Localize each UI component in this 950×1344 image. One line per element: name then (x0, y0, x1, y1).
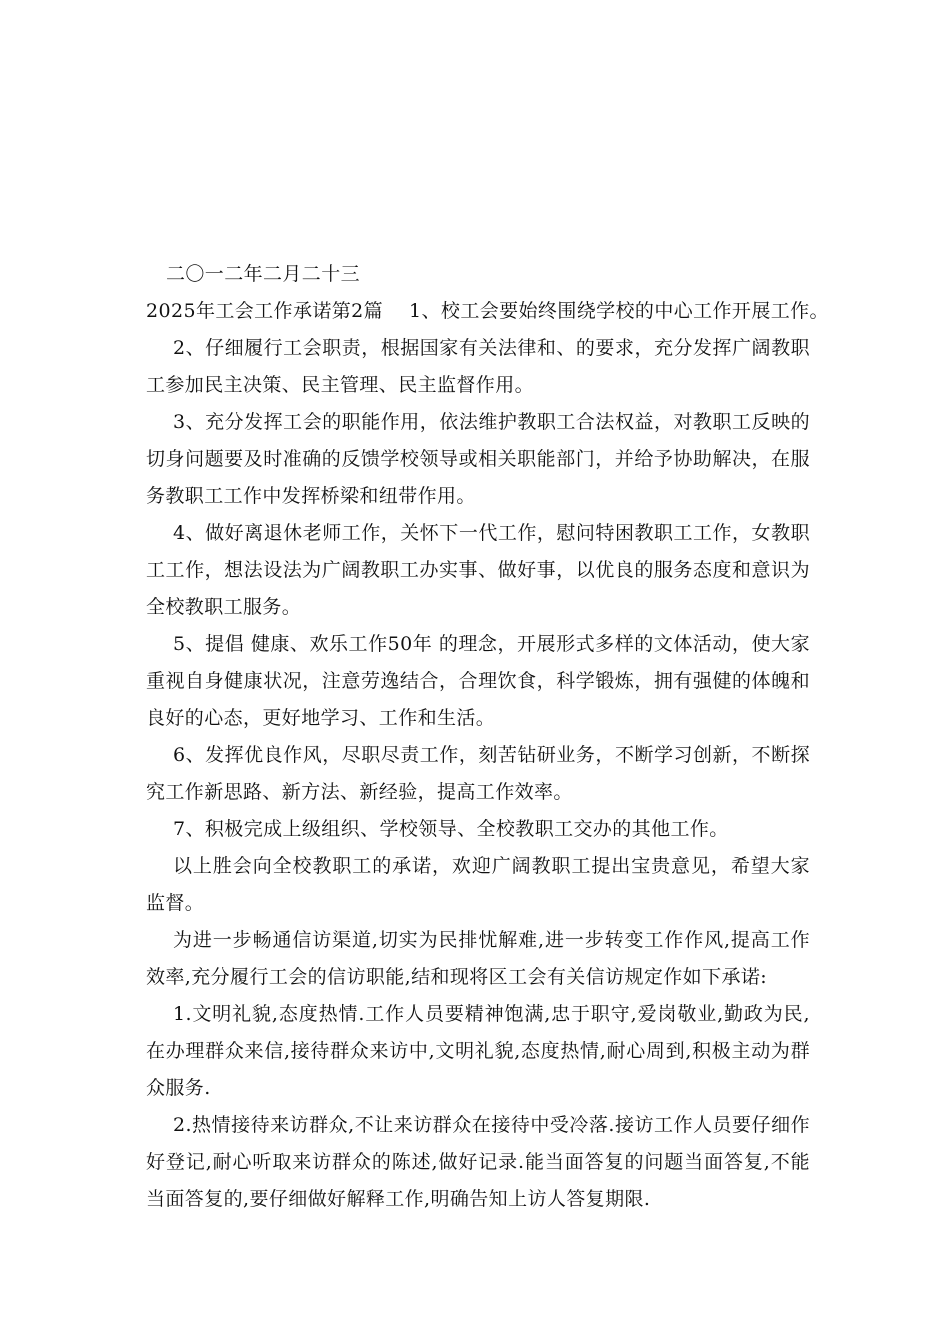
paragraph-closing: 以上胜会向全校教职工的承诺，欢迎广阔教职工提出宝贵意见，希望大家监督。 (146, 855, 810, 914)
paragraph-rule-1: 1.文明礼貌,态度热情.工作人员要精神饱满,忠于职守,爱岗敬业,勤政为民,在办理群众来信,接待群众来访中,文明礼貌,态度热情,耐心周到,积极主动为群众服务. (146, 1003, 810, 1099)
paragraph-4: 4、做好离退休老师工作，关怀下一代工作，慰问特困教职工工作，女教职工工作，想法设法为广阔教职工办实事、做好事，以优良的服务态度和意识为全校教职工服务。 (146, 522, 810, 618)
date-line: 二〇一二年二月二十三 (166, 263, 361, 285)
paragraph-5: 5、提倡 健康、欢乐工作50年 的理念，开展形式多样的文体活动，使大家重视自身健康状况，注意劳逸结合，合理饮食，科学锻炼，拥有强健的体魄和良好的心态，更好地学习、工作和生活。 (146, 633, 810, 729)
paragraph-7: 7、积极完成上级组织、学校领导、全校教职工交办的其他工作。 (173, 818, 729, 840)
paragraph-2: 2、仔细履行工会职责，根据国家有关法律和、的要求，充分发挥广阔教职工参加民主决策、民主管理、民主监督作用。 (146, 337, 810, 396)
document-heading: 2025年工会工作承诺第2篇 (146, 300, 384, 322)
paragraph-intro: 为进一步畅通信访渠道,切实为民排忧解难,进一步转变工作作风,提高工作效率,充分履行工会的信访职能,结和现将区工会有关信访规定作如下承诺: (146, 929, 810, 988)
paragraph-rule-2: 2.热情接待来访群众,不让来访群众在接待中受冷落.接访工作人员要仔细作好登记,耐心听取来访群众的陈述,做好记录.能当面答复的问题当面答复,不能当面答复的,要仔细做好解释工作,明确告知上访人答复期限. (146, 1114, 810, 1210)
document-body (146, 256, 829, 1218)
first-item: 1、校工会要始终围绕学校的中心工作开展工作。 (409, 300, 829, 322)
paragraph-3: 3、充分发挥工会的职能作用，依法维护教职工合法权益，对教职工反映的切身问题要及时准确的反馈学校领导或相关职能部门，并给予协助解决，在服务教职工工作中发挥桥梁和纽带作用。 (146, 411, 810, 507)
heading-line (146, 293, 829, 330)
paragraph-6: 6、发挥优良作风，尽职尽责工作，刻苦钻研业务，不断学习创新，不断探究工作新思路、新方法、新经验，提高工作效率。 (146, 744, 810, 803)
